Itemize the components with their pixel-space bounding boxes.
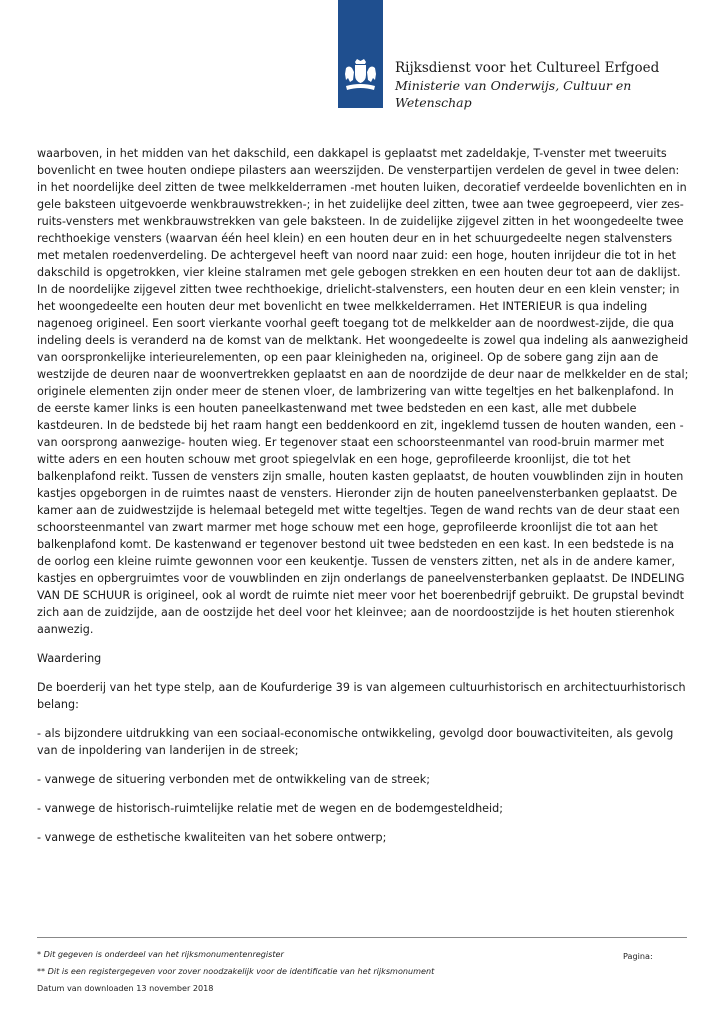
- organisation-header: [395, 60, 659, 111]
- waardering-item: - als bijzondere uitdrukking van een sociaal-economische ontwikkeling, gevolgd door bouwactiviteiten, als gevolg van de inpoldering van landerijen in de streek;: [37, 727, 674, 757]
- footnote-registergegeven: ** Dit is een registergegeven voor zover noodzakelijk voor de identificatie van het rijksmonument: [37, 966, 435, 976]
- main-paragraph: waarboven, in het midden van het dakschild, een dakkapel is geplaatst met zadeldakje, T-venster met tweeruits bovenlicht en twee houten ondiepe pilasters aan weerszijden. De vensterpartijen verdelen de gevel in twee delen: in het noordelijke deel zitten de twee melkkelderramen -met houten luiken, decoratief verdeelde bovenlichten en in gele baksteen uitgevoerde wenkbrauwstrekken-; in het zuidelijke deel zitten, twee aan twee gegroepeerd, vier zes-ruits-vensters met wenkbrauwstrekken van gele baksteen. In de zuidelijke zijgevel zitten in het woongedeelte twee rechthoekige vensters (waarvan één heel klein) en een houten deur en in het schuurgedeelte negen stalvensters met metalen roedenverdeling. De achtergevel heeft van noord naar zuid: een hoge, houten inrijdeur die tot in het dakschild is opgetrokken, vier kleine stalramen met gele gebogen strekken en een houten deur tot aan de daklijst. In de noordelijke zijgevel zitten twee rechthoekige, drielicht-stalvensters, een houten deur en een klein venster; in het woongedeelte een houten deur met bovenlicht en twee melkkelderramen. Het INTERIEUR is qua indeling nagenoeg origineel. Een soort vierkante voorhal geeft toegang tot de melkkelder aan de noordwest-zijde, die qua indeling deels is veranderd na de komst van de melktank. Het woongedeelte is zowel qua indeling als aanwezigheid van oorspronkelijke interieurelementen, op een paar kleinigheden na, origineel. Op de sobere gang zijn aan de westzijde de deuren naar de woonvertrekken geplaatst en aan de noordzijde de deur naar de melkkelder en de stal; originele elementen zijn onder meer de stenen vloer, de lambrizering van witte tegeltjes en het balkenplafond. In de eerste kamer links is een houten paneelkastenwand met twee bedsteden en een kast, alle met dubbele kastdeuren. In de bedstede bij het raam hangt een beddenkoord en zit, ingeklemd tussen de houten wanden, een -van oorsprong aanwezige- houten wieg. Er tegenover staat een schoorsteenmantel van rood-bruin marmer met witte aders en een houten schouw met groot spiegelvlak en een hoge, geprofileerde kroonlijst, die tot het balkenplafond reikt. Tussen de vensters zijn smalle, houten kasten geplaatst, de houten vouwblinden zijn in houten kastjes opgeborgen in de ruimtes naast de vensters. Hieronder zijn de houten paneelvensterbanken geplaatst. De kamer aan de zuidwestzijde is helemaal betegeld met witte tegeltjes. Tegen de wand rechts van de deur staat een schoorsteenmantel van zwart marmer met hoge schouw met een hoge, geprofileerde kroonlijst die tot aan het balkenplafond komt. De kastenwand er tegenover bestond uit twee bedsteden en een kast. In een bedstede is na de oorlog een kleine ruimte gewonnen voor een keukentje. Tussen de vensters zitten, net als in de andere kamer, kastjes en opbergruimtes voor de vouwblinden en zijn onderlangs de paneelvensterbanken geplaatst. De INDELING VAN DE SCHUUR is origineel, ook al wordt de ruimte niet meer voor het boerenbedrijf gebruikt. De grupstal bevindt zich aan de zuidzijde, aan de oostzijde het deel voor het kleinvee; aan de noordoostzijde is het houten stierenhok aanwezig.: [37, 147, 689, 636]
- waardering-intro: De boerderij van het type stelp, aan de Koufurderige 39 is van algemeen cultuurhistorisch en architectuurhistorisch belang:: [37, 681, 686, 711]
- government-logo-bar: [338, 0, 383, 108]
- ministry-line-2: Wetenschap: [395, 95, 472, 110]
- waardering-heading: Waardering: [37, 652, 102, 665]
- coat-of-arms-icon: [343, 58, 378, 94]
- page-label: Pagina:: [623, 951, 653, 961]
- ministry-line-1: Ministerie van Onderwijs, Cultuur en: [395, 78, 632, 93]
- download-date: Datum van downloaden 13 november 2018: [37, 983, 214, 993]
- footer-divider: [37, 937, 687, 938]
- waardering-item: - vanwege de esthetische kwaliteiten van het sobere ontwerp;: [37, 831, 387, 844]
- org-name: Rijksdienst voor het Cultureel Erfgoed: [395, 60, 660, 76]
- document-body: [37, 145, 689, 858]
- waardering-item: - vanwege de historisch-ruimtelijke relatie met de wegen en de bodemgesteldheid;: [37, 802, 504, 815]
- footnote-register: * Dit gegeven is onderdeel van het rijksmonumentenregister: [37, 949, 284, 959]
- waardering-item: - vanwege de situering verbonden met de ontwikkeling van de streek;: [37, 773, 430, 786]
